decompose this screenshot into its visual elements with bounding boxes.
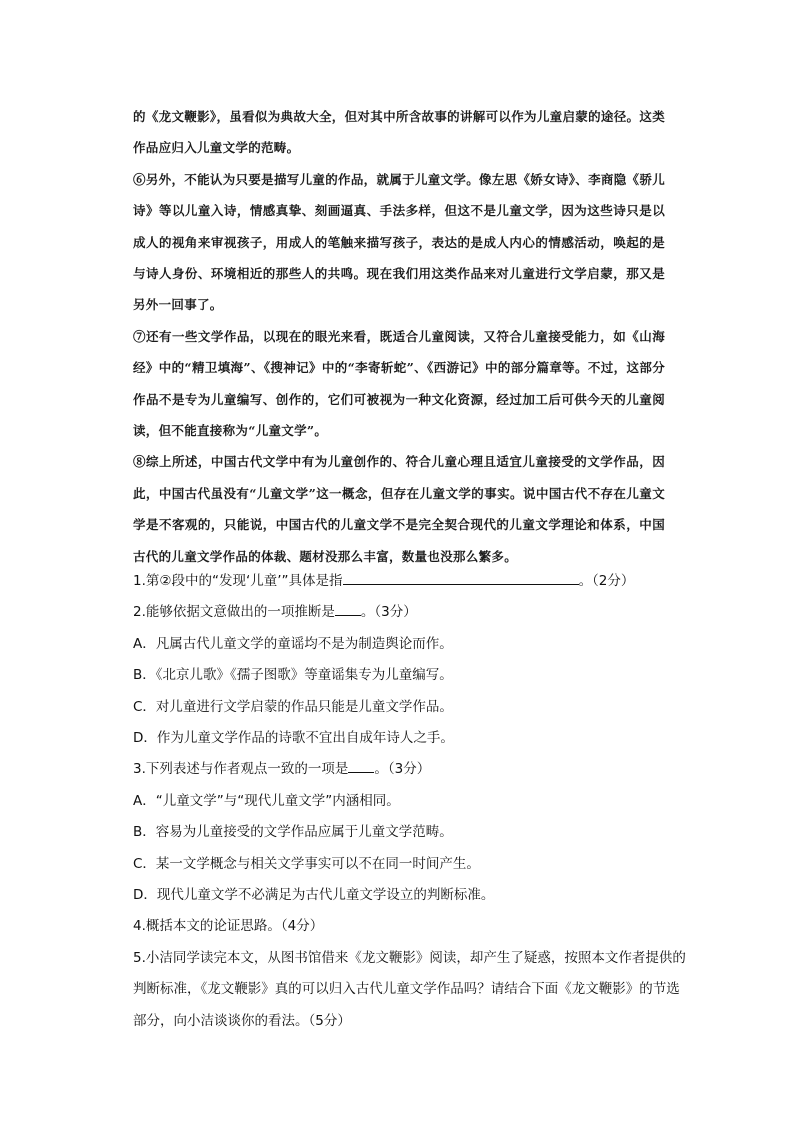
question-2-option-c: C．对儿童进行文学启蒙的作品只能是儿童文学作品。 [133, 698, 453, 715]
question-3-option-a: A．“儿童文学”与“现代儿童文学”内涵相同。 [133, 792, 400, 809]
question-1-stem: 1.第②段中的“发现‘儿童’”具体是指 [133, 573, 343, 589]
question-5: 5.小洁同学读完本文，从图书馆借来《龙文鞭影》阅读，却产生了疑惑，按照本文作者提供的判断标准，《龙文鞭影》真的可以归入古代儿童文学作品吗？请结合下面《龙文鞭影》的节选部分，向小洁谈谈你的看法。（5分） [133, 949, 686, 1029]
question-2-option-b: B．《北京儿歌》《孺子图歌》等童谣集专为儿童编写。 [133, 667, 453, 684]
question-3-option-d: D．现代儿童文学不必满足为古代儿童文学设立的判断标准。 [133, 887, 495, 904]
question-2-answer-blank[interactable] [335, 601, 361, 616]
question-3-stem: 3.下列表述与作者观点一致的一项是 [133, 761, 349, 778]
question-3 [133, 754, 693, 785]
passage-paragraph-6: ⑥另外，不能认为只要是描写儿童的作品，就属于儿童文学。像左思《娇女诗》、李商隐《骄儿诗》等以儿童入诗，情感真挚、刻画逼真、手法多样，但这不是儿童文学，因为这些诗只是以成人的视角来审视孩子，用成人的笔触来描写孩子，表达的是成人内心的情感活动，唤起的是与诗人身份、环境相近的那些人的共鸣。现在我们用这类作品来对儿童进行文学启蒙，那又是另外一回事了。 [133, 171, 665, 313]
question-1 [133, 566, 693, 597]
question-2 [133, 597, 693, 628]
question-3-answer-blank[interactable] [348, 758, 374, 773]
question-2-score: 。（3分） [360, 604, 417, 621]
question-1-answer-blank[interactable] [343, 570, 579, 585]
question-3-option-c: C．某一文学概念与相关文学事实可以不在同一时间产生。 [133, 855, 480, 872]
question-2-option-a: A．凡属古代儿童文学的童谣均不是为制造舆论而作。 [133, 635, 453, 652]
question-3-option-b: B．容易为儿童接受的文学作品应属于儿童文学范畴。 [133, 824, 453, 841]
question-2-option-d: D．作为儿童文学作品的诗歌不宜出自成年诗人之手。 [133, 730, 454, 747]
passage-paragraph-5-end: 的《龙文鞭影》，虽看似为典故大全，但对其中所含故事的讲解可以作为儿童启蒙的途径。这类作品应归入儿童文学的范畴。 [133, 109, 665, 156]
question-4: 4.概括本文的论证思路。（4分） [133, 918, 324, 935]
question-2-stem: 2.能够依据文意做出的一项推断是 [133, 604, 335, 621]
question-1-score: 。（2分） [578, 573, 635, 589]
question-3-score: 。（3分） [374, 761, 431, 778]
passage-paragraph-7: ⑦还有一些文学作品，以现在的眼光来看，既适合儿童阅读，又符合儿童接受能力，如《山海经》中的“精卫填海”、《搜神记》中的“李寄斩蛇”、《西游记》中的部分篇章等。不过，这部分作品不是专为儿童编写、创作的，它们可被视为一种文化资源，经过加工后可供今天的儿童阅读，但不能直接称为“儿童文学”。 [133, 328, 665, 439]
reading-passage [133, 101, 665, 572]
question-section [133, 566, 693, 1037]
passage-paragraph-8: ⑧综上所述，中国古代文学中有为儿童创作的、符合儿童心理且适宜儿童接受的文学作品，因此，中国古代虽没有“儿童文学”这一概念，但存在儿童文学的事实。说中国古代不存在儿童文学是不客观的，只能说，中国古代的儿童文学不是完全契合现代的儿童文学理论和体系，中国古代的儿童文学作品的体裁、题材没那么丰富，数量也没那么繁多。 [133, 454, 665, 564]
